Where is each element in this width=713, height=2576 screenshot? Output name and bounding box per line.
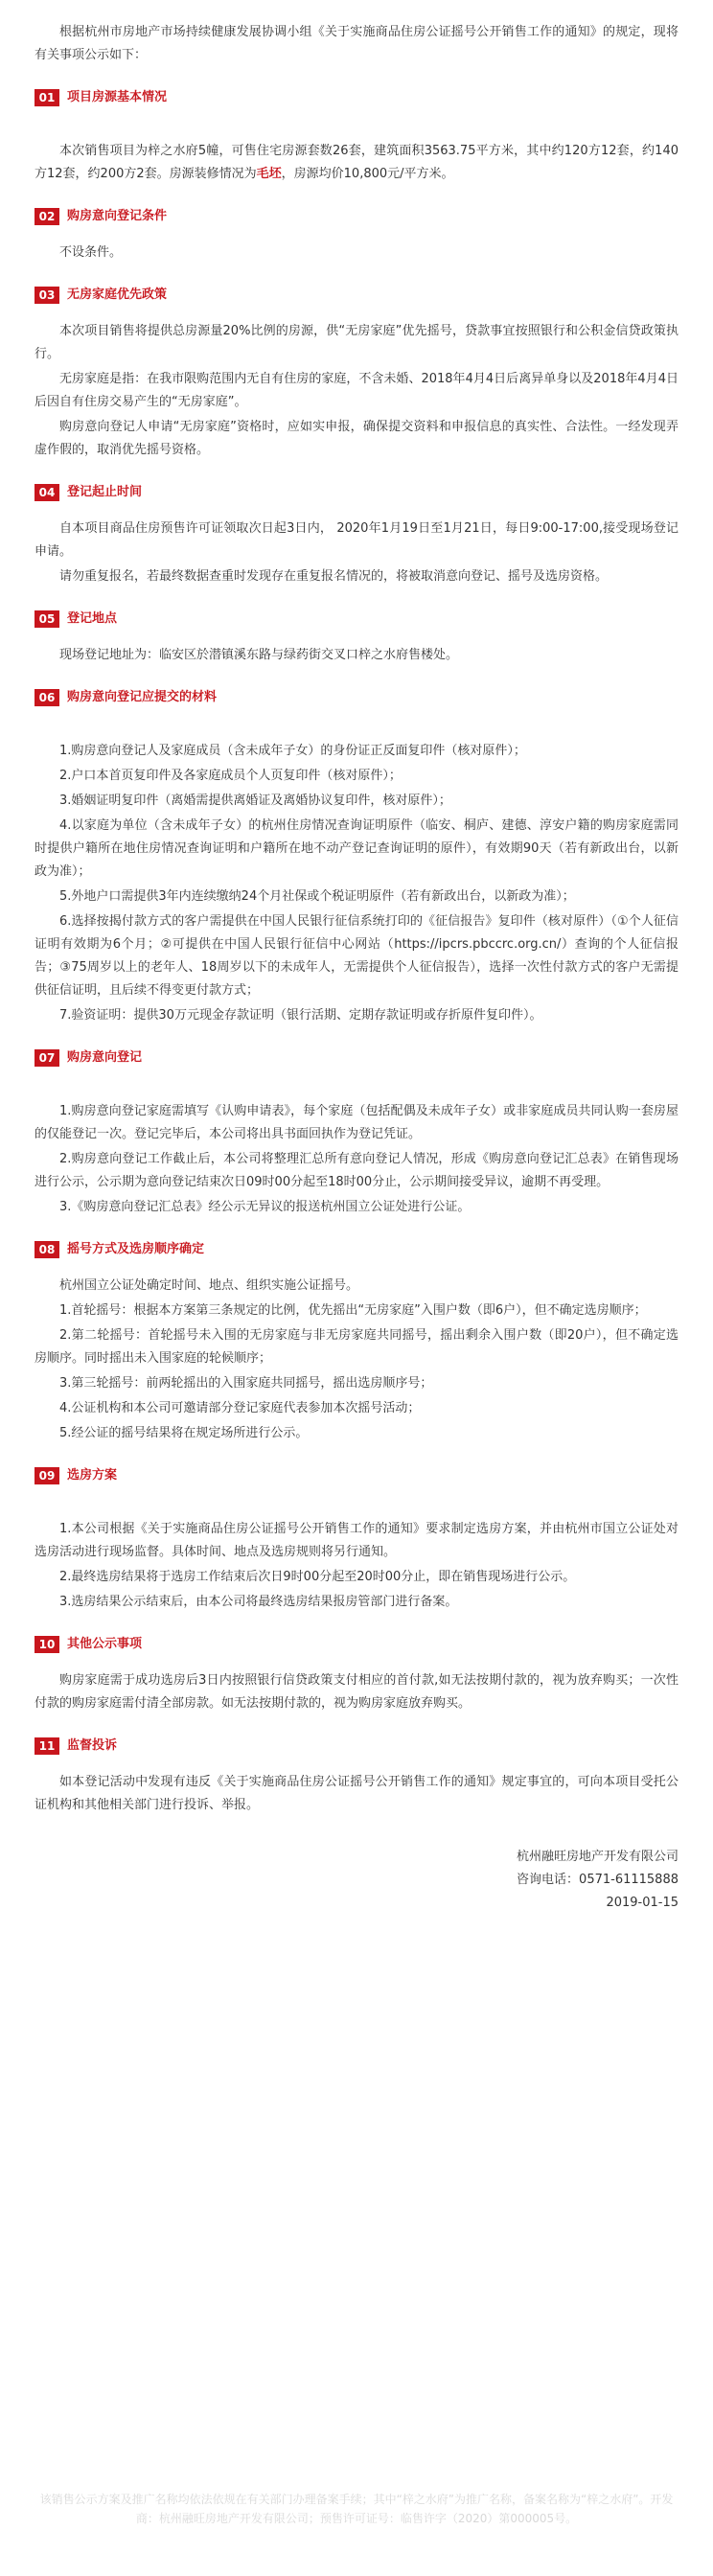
section-body-07 <box>34 1083 678 1219</box>
paragraph: 现场登记地址为：临安区於潜镇溪东路与绿药街交叉口梓之水府售楼处。 <box>59 648 459 662</box>
section-number-badge: 07 <box>34 1049 59 1067</box>
section-header-11 <box>34 1735 678 1758</box>
section-header-10 <box>34 1633 678 1656</box>
paragraph: 本次项目销售将提供总房源量20%比例的房源，供“无房家庭”优先摇号，贷款事宜按照银行和公积金信贷政策执行。 <box>34 324 678 361</box>
section-number-badge: 01 <box>34 89 59 106</box>
paragraph: 如本登记活动中发现有违反《关于实施商品住房公证摇号公开销售工作的通知》规定事宜的，可向本项目受托公证机构和其他相关部门进行投诉、举报。 <box>34 1775 678 1812</box>
section-body-11 <box>34 1771 678 1817</box>
list-item: 2.购房意向登记工作截止后，本公司将整理汇总所有意向登记人情况，形成《购房意向登记汇总表》在销售现场进行公示，公示期为意向登记结束次日09时00分起至18时00分止，公示期间接受异议，逾期不再受理。 <box>34 1152 678 1189</box>
section-title: 登记地点 <box>67 611 118 626</box>
section-title: 无房家庭优先政策 <box>67 288 168 302</box>
list-item: 6.选择按揭付款方式的客户需提供在中国人民银行征信系统打印的《征信报告》复印件（核对原件）（①个人征信证明有效期为6个月；②可提供在中国人民银行征信中心网站（https://ipcrs.pbccrc.org.cn/）查询的个人征信报告；③75周岁以上的老年人、18周岁以下的未成年人，无需提供个人征信报告），选择一次性付款方式的客户无需提供征信证明，且后续不得变更付款方式； <box>34 914 678 998</box>
highlight-text: 毛坯 <box>256 167 282 181</box>
paragraph-part: ，房源均价10,800元/平方米。 <box>281 167 454 181</box>
section-header-03 <box>34 284 678 307</box>
list-item: 5.外地户口需提供3年内连续缴纳24个月社保或个税证明原件（若有新政出台，以新政为准）； <box>59 889 575 904</box>
list-item: 2.最终选房结果将于选房工作结束后次日9时00分起至20时00分止，即在销售现场进行公示。 <box>59 1570 576 1584</box>
publish-date: 2019-01-15 <box>606 1896 678 1910</box>
list-item: 5.经公证的摇号结果将在规定场所进行公示。 <box>59 1426 309 1440</box>
section-header-06 <box>34 686 678 709</box>
section-title: 选房方案 <box>67 1468 118 1483</box>
section-header-07 <box>34 1046 678 1070</box>
intro-text: 根据杭州市房地产市场持续健康发展协调小组《关于实施商品住房公证摇号公开销售工作的通知》的规定，现将有关事项公示如下： <box>34 25 678 62</box>
section-title: 购房意向登记条件 <box>67 209 168 223</box>
section-body-03 <box>34 320 678 462</box>
section-number-badge: 04 <box>34 484 59 501</box>
section-title: 摇号方式及选房顺序确定 <box>67 1242 205 1256</box>
section-header-05 <box>34 608 678 631</box>
paragraph: 请勿重复报名，若最终数据查重时发现存在重复报名情况的，将被取消意向登记、摇号及选房资格。 <box>59 569 609 584</box>
section-number-badge: 10 <box>34 1636 59 1653</box>
section-number-badge: 05 <box>34 610 59 628</box>
section-title: 项目房源基本情况 <box>67 90 168 104</box>
list-item: 4.以家庭为单位（含未成年子女）的杭州住房情况查询证明原件（临安、桐庐、建德、淳安户籍的购房家庭需同时提供户籍所在地住房情况查询证明和户籍所在地不动产登记查询证明的原件），有效期90天（若有新政出台，以新政为准）； <box>34 818 678 879</box>
list-item: 3.《购房意向登记汇总表》经公示无异议的报送杭州国立公证处进行公证。 <box>59 1200 471 1214</box>
list-item: 2.第二轮摇号：首轮摇号未入围的无房家庭与非无房家庭共同摇号，摇出剩余入围户数（即20户），但不确定选房顺序。同时摇出未入围家庭的轮候顺序； <box>34 1328 678 1366</box>
paragraph: 购房意向登记人申请“无房家庭”资格时，应如实申报，确保提交资料和申报信息的真实性、合法性。一经发现弄虚作假的，取消优先摇号资格。 <box>34 420 678 457</box>
section-title: 其他公示事项 <box>67 1637 143 1651</box>
list-item: 2.户口本首页复印件及各家庭成员个人页复印件（核对原件）； <box>59 769 402 783</box>
section-header-08 <box>34 1238 678 1261</box>
section-header-01 <box>34 86 678 109</box>
paragraph: 购房家庭需于成功选房后3日内按照银行信贷政策支付相应的首付款,如无法按期付款的，视为放弃购买；一次性付款的购房家庭需付清全部房款。如无法按期付款的，视为购房家庭放弃购买。 <box>34 1673 678 1711</box>
section-number-badge: 09 <box>34 1467 59 1484</box>
section-number-badge: 08 <box>34 1241 59 1258</box>
section-title: 监督投诉 <box>67 1738 118 1753</box>
paragraph: 不设条件。 <box>59 245 123 260</box>
paragraph: 无房家庭是指：在我市限购范围内无自有住房的家庭，不含未婚、2018年4月4日后离异单身以及2018年4月4日后因自有住房交易产生的“无房家庭”。 <box>34 372 678 409</box>
section-body-06 <box>34 723 678 1027</box>
section-number-badge: 03 <box>34 287 59 304</box>
list-item: 3.第三轮摇号：前两轮摇出的入围家庭共同摇号，摇出选房顺序号； <box>59 1376 433 1391</box>
company-name: 杭州融旺房地产开发有限公司 <box>516 1850 678 1864</box>
list-item: 3.婚姻证明复印件（离婚需提供离婚证及离婚协议复印件，核对原件）； <box>59 794 451 808</box>
footer-disclaimer: 该销售公示方案及推广名称均依法依规在有关部门办理备案手续；其中“梓之水府”为推广名称，备案名称为“梓之水府”。开发商：杭州融旺房地产开发有限公司；预售许可证号：临售许字（2020）第000005号。 <box>39 2493 674 2525</box>
list-item: 杭州国立公证处确定时间、地点、组织实施公证摇号。 <box>59 1278 359 1293</box>
list-item: 1.本公司根据《关于实施商品住房公证摇号公开销售工作的通知》要求制定选房方案，并由杭州市国立公证处对选房活动进行现场监督。具体时间、地点及选房规则将另行通知。 <box>34 1522 678 1559</box>
list-item: 7.验资证明：提供30万元现金存款证明（银行活期、定期存款证明或存折原件复印件）。 <box>59 1008 542 1023</box>
section-body-02 <box>34 242 678 264</box>
section-body-08 <box>34 1275 678 1445</box>
section-body-01 <box>34 123 678 186</box>
section-number-badge: 11 <box>34 1737 59 1755</box>
section-title: 购房意向登记应提交的材料 <box>67 690 218 704</box>
paragraph-part: 本次销售项目为梓之水府5幢，可售住宅房源套数26套，建筑面积3563.75平方米，其中约120方12套，约140方12套，约200方2套。房源装修情况为 <box>34 144 678 181</box>
section-body-05 <box>34 644 678 667</box>
list-item: 1.购房意向登记人及家庭成员（含未成年子女）的身份证正反面复印件（核对原件）； <box>59 744 526 758</box>
paragraph: 自本项目商品住房预售许可证领取次日起3日内， 2020年1月19日至1月21日，每日9:00-17:00,接受现场登记申请。 <box>34 521 679 559</box>
section-body-10 <box>34 1669 678 1715</box>
section-body-04 <box>34 518 678 588</box>
list-item: 3.选房结果公示结束后，由本公司将最终选房结果报房管部门进行备案。 <box>59 1595 458 1609</box>
section-number-badge: 06 <box>34 689 59 706</box>
list-item: 4.公证机构和本公司可邀请部分登记家庭代表参加本次摇号活动； <box>59 1401 421 1415</box>
section-header-02 <box>34 205 678 228</box>
signature-block <box>34 1846 678 1915</box>
list-item: 1.购房意向登记家庭需填写《认购申请表》，每个家庭（包括配偶及未成年子女）或非家庭成员共同认购一套房屋的仅能登记一次。登记完毕后，本公司将出具书面回执作为登记凭证。 <box>34 1104 678 1141</box>
contact-phone: 咨询电话：0571-61115888 <box>517 1873 678 1887</box>
paragraph <box>34 140 678 186</box>
list-item: 1.首轮摇号：根据本方案第三条规定的比例，优先摇出“无房家庭”入围户数（即6户），但不确定选房顺序； <box>59 1303 647 1318</box>
section-title: 购房意向登记 <box>67 1050 143 1065</box>
section-number-badge: 02 <box>34 208 59 225</box>
section-title: 登记起止时间 <box>67 485 143 499</box>
section-header-09 <box>34 1464 678 1487</box>
section-body-09 <box>34 1501 678 1614</box>
section-header-04 <box>34 481 678 504</box>
